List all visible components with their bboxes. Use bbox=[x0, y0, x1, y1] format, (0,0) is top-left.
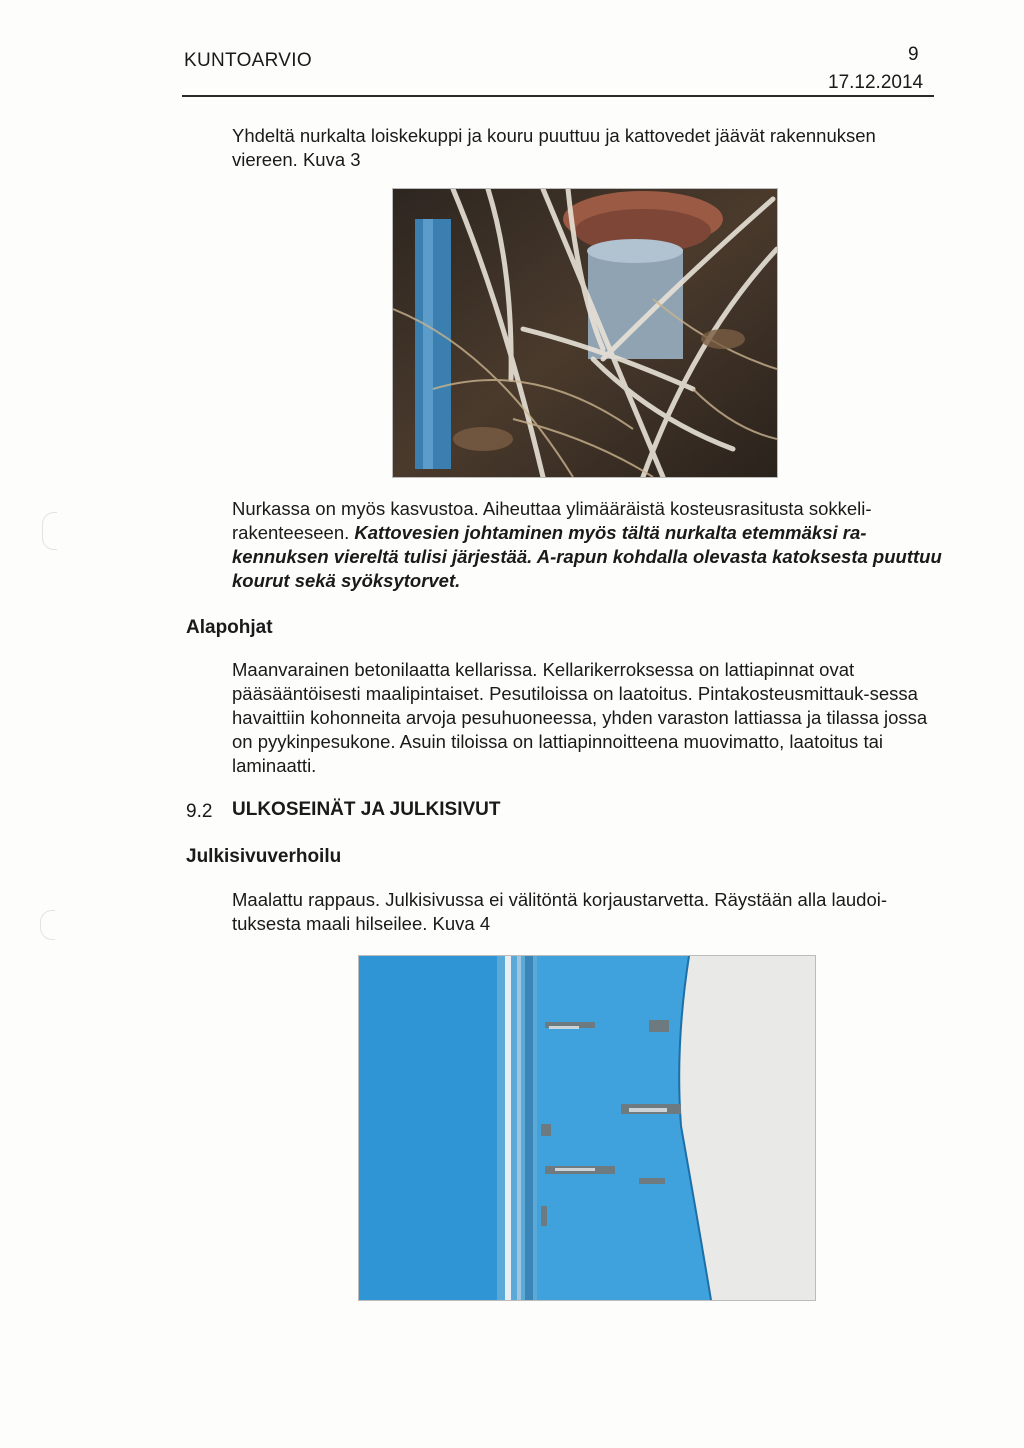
page-number: 9 bbox=[908, 44, 919, 65]
document-title: KUNTOARVIO bbox=[184, 50, 312, 71]
paragraph-alapohjat: Maanvarainen betonilaatta kellarissa. Kellarikerroksessa on lattiapinnat ovat pääsääntöisesti maalipintaiset. Pesutiloissa on laatoitus. Pintakosteusmittauk-sessa havaittiin kohonneita arvoja pesuhuoneessa, yhden varaston lattiassa ja tilassa jossa on pyykinpesukone. Asuin tiloissa on lattiapinnoitteena muovimatto, laatoitus tai laminaatti. bbox=[232, 659, 928, 776]
paragraph-vegetation bbox=[232, 497, 944, 593]
section-title: ULKOSEINÄT JA JULKISIVUT bbox=[232, 799, 501, 820]
header-rule bbox=[182, 95, 934, 97]
photo-peeling-paint-image bbox=[359, 956, 815, 1300]
document-date: 17.12.2014 bbox=[828, 72, 924, 93]
margin-mark-bottom bbox=[40, 910, 55, 940]
subheading-alapohjat: Alapohjat bbox=[186, 617, 273, 638]
subheading-julkisivuverhoilu: Julkisivuverhoilu bbox=[186, 846, 342, 867]
margin-mark-top bbox=[42, 512, 57, 550]
section-number: 9.2 bbox=[186, 801, 213, 822]
photo-peeling-paint bbox=[358, 955, 816, 1301]
recommendation-text: Kattovesien johtaminen myös tältä nurkalta etemmäksi ra-kennuksen viereltä tulisi järjestää. A-rapun kohdalla olevasta katoksesta puuttuu kourut sekä syöksytorvet. bbox=[232, 522, 942, 591]
paragraph-vegetation-text: Nurkassa on myös kasvustoa. Aiheuttaa ylimääräistä kosteusrasitusta sokkeli-rakenteeseen. bbox=[232, 498, 872, 543]
photo-corner-vegetation-image bbox=[393, 189, 777, 477]
photo-corner-vegetation bbox=[392, 188, 778, 478]
paragraph-gutter: Yhdeltä nurkalta loiskekuppi ja kouru puuttuu ja kattovedet jäävät rakennuksen viereen. Kuva 3 bbox=[232, 125, 876, 170]
paragraph-julkisivu: Maalattu rappaus. Julkisivussa ei välitöntä korjaustarvetta. Räystään alla laudoi-tuksesta maali hilseilee. Kuva 4 bbox=[232, 889, 888, 934]
